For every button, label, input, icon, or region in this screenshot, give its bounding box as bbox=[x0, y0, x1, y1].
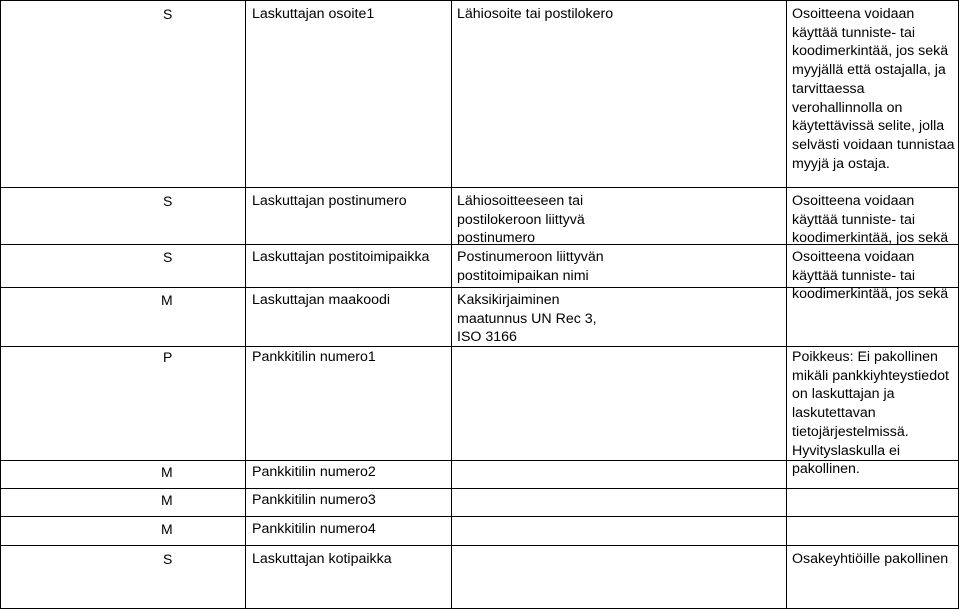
description-cell[interactable] bbox=[457, 491, 782, 509]
field-name-cell[interactable]: Pankkitilin numero2 bbox=[252, 464, 376, 480]
field-name-cell[interactable]: Pankkitilin numero4 bbox=[252, 521, 376, 537]
row-divider bbox=[0, 0, 959, 1]
note-cell[interactable] bbox=[792, 463, 955, 481]
description-cell[interactable]: Kaksikirjaiminen maatunnus UN Rec 3, ISO 3166 bbox=[457, 292, 597, 346]
field-name-cell[interactable]: Laskuttajan postitoimipaikka bbox=[252, 249, 430, 265]
note-cell[interactable] bbox=[792, 291, 955, 345]
note-cell[interactable]: Osoitteena voidaan käyttää tunniste- tai koodimerkintää, jos sekä bbox=[792, 249, 949, 303]
row-code[interactable]: S bbox=[163, 193, 173, 209]
row-divider bbox=[0, 545, 959, 546]
note-cell[interactable]: Poikkeus: Ei pakollinen mikäli pankkiyhteystiedot on laskuttajan ja laskutettavan tietojärjestelmissä. Hyvityslaskulla ei pakollinen. bbox=[792, 349, 949, 478]
field-name-cell[interactable]: Laskuttajan postinumero bbox=[252, 193, 407, 209]
description-cell[interactable] bbox=[457, 520, 782, 538]
row-code[interactable]: P bbox=[163, 349, 173, 365]
row-divider bbox=[0, 488, 959, 489]
row-code[interactable]: S bbox=[163, 6, 173, 22]
column-divider bbox=[451, 0, 452, 609]
row-code[interactable]: M bbox=[161, 464, 173, 480]
row-code[interactable]: S bbox=[163, 551, 173, 567]
row-divider bbox=[0, 187, 959, 188]
description-cell[interactable] bbox=[457, 348, 782, 366]
description-cell[interactable]: Lähiosoitteeseen tai postilokeroon liittyvä postinumero bbox=[457, 193, 585, 247]
column-divider bbox=[0, 0, 1, 609]
field-name-cell[interactable]: Pankkitilin numero3 bbox=[252, 492, 376, 508]
description-cell[interactable]: Lähiosoite tai postilokero bbox=[457, 6, 614, 22]
note-cell[interactable]: Osoitteena voidaan käyttää tunniste- tai koodimerkintää, jos sekä myyjällä että ostajalla, ja tarvittaessa verohallinnolla on käytettävissä selite, jolla selvästi voidaan tunnistaa myyjä ja ostaja. bbox=[792, 6, 955, 172]
row-divider bbox=[0, 516, 959, 517]
row-code[interactable]: M bbox=[161, 492, 173, 508]
field-name-cell[interactable]: Laskuttajan osoite1 bbox=[252, 6, 375, 22]
row-code[interactable]: M bbox=[161, 521, 173, 537]
description-cell[interactable]: Postinumeroon liittyvän postitoimipaikan nimi bbox=[457, 249, 604, 284]
description-cell[interactable] bbox=[457, 463, 782, 481]
column-divider bbox=[245, 0, 246, 609]
note-cell[interactable]: Osoitteena voidaan käyttää tunniste- tai koodimerkintää, jos sekä bbox=[792, 193, 949, 247]
field-name-cell[interactable]: Pankkitilin numero1 bbox=[252, 349, 376, 365]
row-code[interactable]: S bbox=[163, 249, 173, 265]
note-cell[interactable]: Osakeyhtiöille pakollinen bbox=[792, 551, 949, 567]
field-name-cell[interactable]: Laskuttajan kotipaikka bbox=[252, 551, 392, 567]
note-cell[interactable] bbox=[792, 520, 955, 538]
field-name-cell[interactable]: Laskuttajan maakoodi bbox=[252, 292, 391, 308]
column-divider bbox=[786, 0, 787, 609]
row-code[interactable]: M bbox=[161, 292, 173, 308]
description-cell[interactable] bbox=[457, 550, 782, 568]
note-cell[interactable] bbox=[792, 491, 955, 509]
